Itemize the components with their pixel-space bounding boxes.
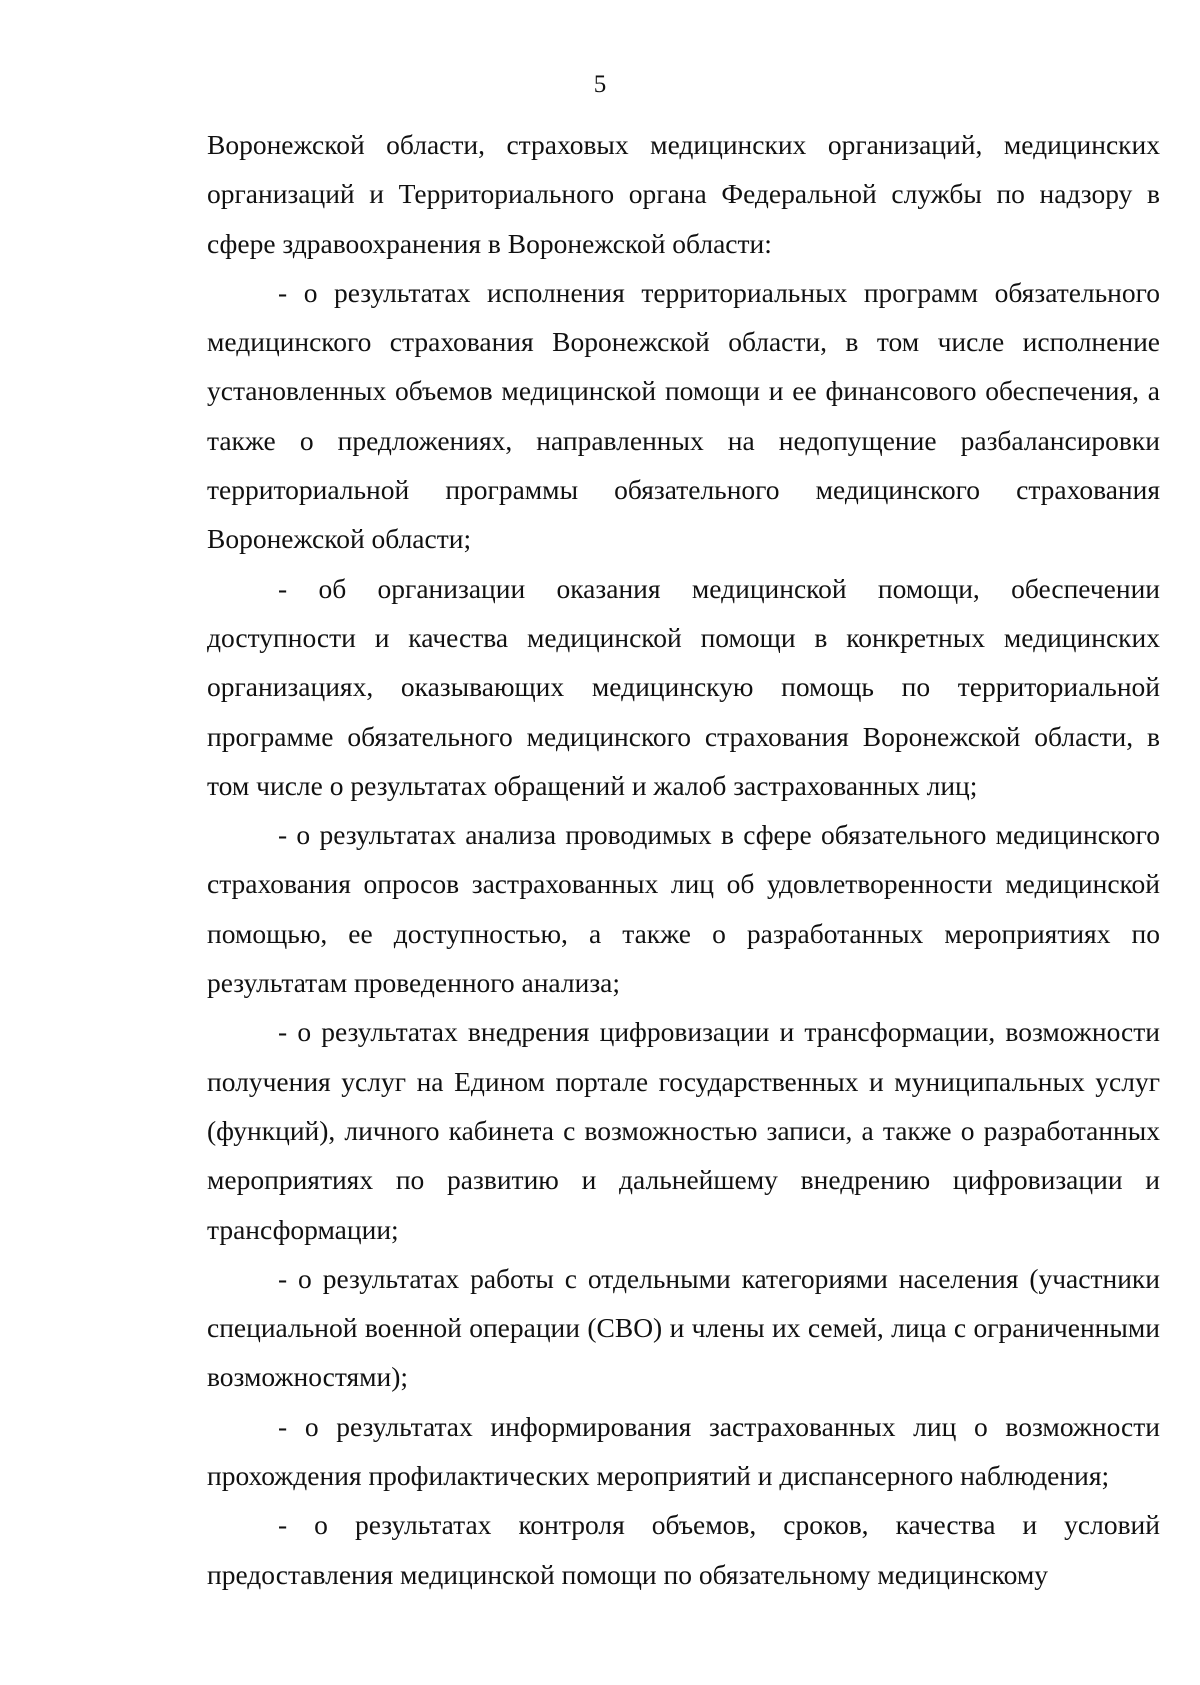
list-item-population-categories: - о результатах работы с отдельными категориями населения (участники специальной военной операции (СВО) и члены их семей, лица с ограниченными возможностями); xyxy=(207,1262,1160,1393)
paragraph-continuation: Воронежской области, страховых медицинских организаций, медицинских организаций и Территориального органа Федеральной службы по надзору в сфере здравоохранения в Воронежской области: xyxy=(207,129,1160,259)
page-number: 5 xyxy=(593,71,607,98)
list-item-care-organization: - об организации оказания медицинской помощи, обеспечении доступности и качества медицинской помощи в конкретных медицинских организациях, оказывающих медицинскую помощь по территориальной программе обязательного медицинского страхования Воронежской области, в том числе о результатах обращений и жалоб застрахованных лиц; xyxy=(207,572,1160,801)
list-item-digitalization: - о результатах внедрения цифровизации и трансформации, возможности получения услуг на Едином портале государственных и муниципальных услуг (функций), личного кабинета с возможностью записи, а также о разработанных мероприятиях по развитию и дальнейшему внедрению цифровизации и трансформации; xyxy=(207,1016,1160,1245)
document-body xyxy=(207,120,1160,1599)
list-item-survey-analysis: - о результатах анализа проводимых в сфере обязательного медицинского страхования опросов застрахованных лиц об удовлетворенности медицинской помощью, ее доступностью, а также о разработанных мероприятиях по результатам проведенного анализа; xyxy=(207,819,1160,999)
list-item-program-execution: - о результатах исполнения территориальных программ обязательного медицинского страхования Воронежской области, в том числе исполнение установленных объемов медицинской помощи и ее финансового обеспечения, а также о предложениях, направленных на недопущение разбалансировки территориальной программы обязательного медицинского страхования Воронежской области; xyxy=(207,276,1160,555)
list-item-control-results: - о результатах контроля объемов, сроков, качества и условий предоставления медицинской помощи по обязательному медицинскому xyxy=(207,1509,1160,1590)
list-item-informing: - о результатах информирования застрахованных лиц о возможности прохождения профилактических мероприятий и диспансерного наблюдения; xyxy=(207,1410,1160,1492)
